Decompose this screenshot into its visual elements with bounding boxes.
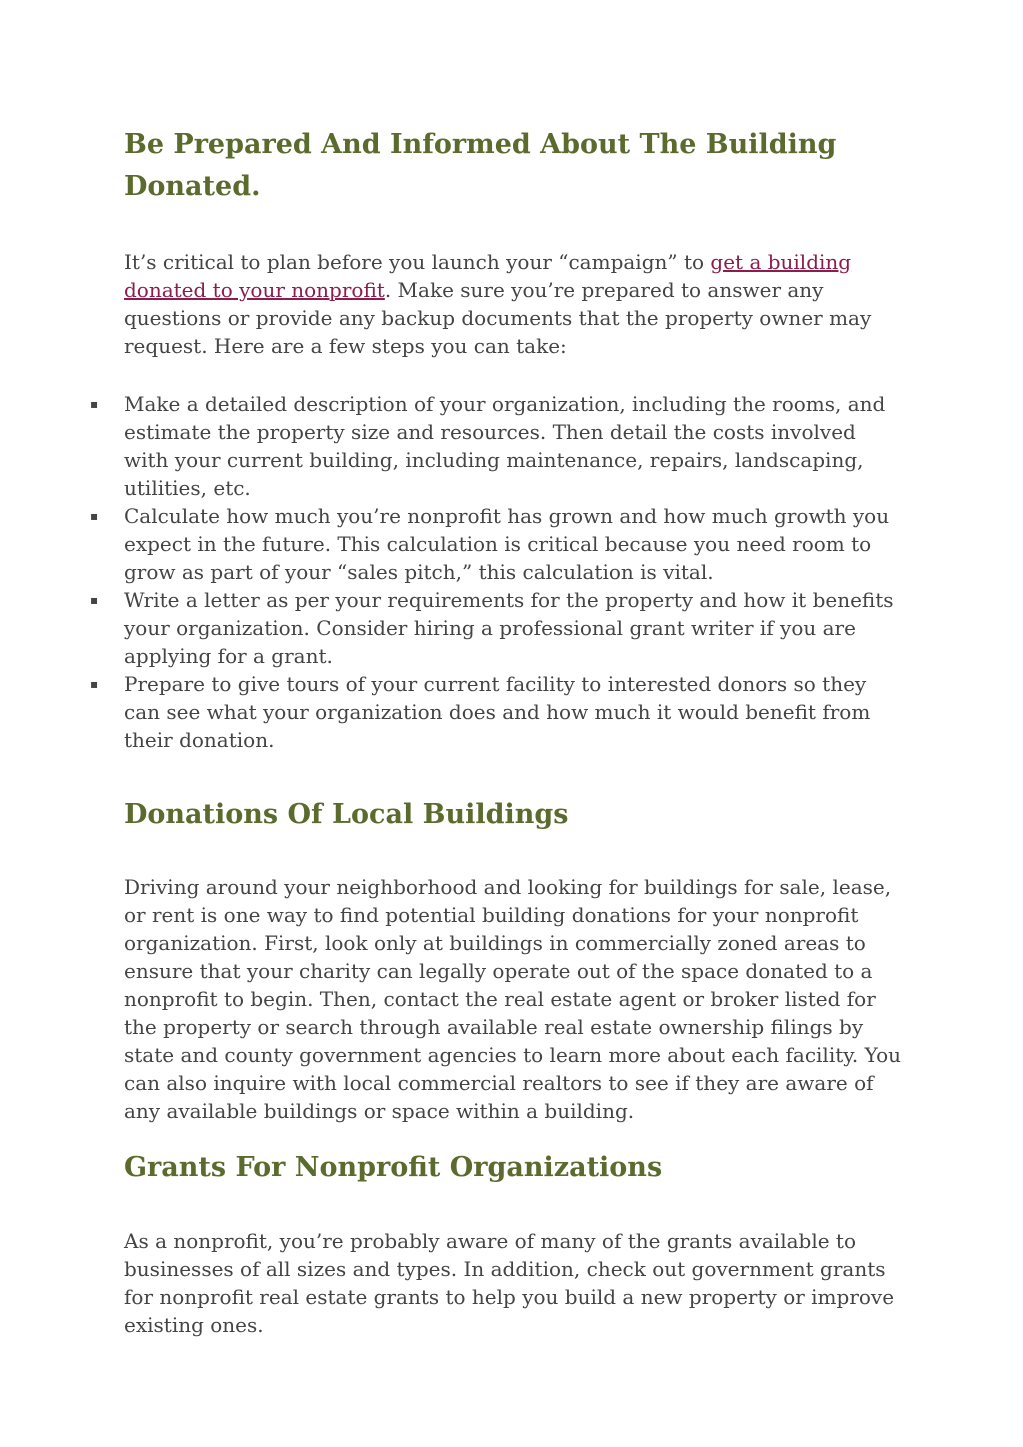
list-item-text: Make a detailed description of your organization, including the rooms, and estimate the property size and resources. Then detail the costs involved with your current building, including maintenance, repairs, landscaping, utilities, etc. (124, 392, 886, 500)
bullet-square-icon: ▪ (90, 677, 99, 691)
local-buildings-paragraph: Driving around your neighborhood and looking for buildings for sale, lease, or rent is one way to find potential building donations for your nonprofit organization. First, look only at buildings in commercially zoned areas to ensure that your charity can legally operate out of the space donated to a nonprofit to begin. Then, contact the real estate agent or broker listed for the property or search through available real estate ownership filings by state and county government agencies to learn more about each facility. You can also inquire with local commercial realtors to see if they are aware of any available buildings or space within a building. (124, 875, 902, 1123)
bullet-square-icon: ▪ (90, 509, 99, 523)
list-item (90, 670, 904, 754)
section-heading-local-buildings: Donations Of Local Buildings (124, 799, 569, 830)
intro-paragraph (124, 248, 904, 360)
list-item (90, 586, 904, 670)
list-item-text: Calculate how much you’re nonprofit has grown and how much growth you expect in the future. This calculation is critical because you need room to grow as part of your “sales pitch,” this calculation is vital. (124, 504, 890, 584)
grants-paragraph: As a nonprofit, you’re probably aware of many of the grants available to businesses of all sizes and types. In addition, check out government grants for nonprofit real estate grants to help you build a new property or improve existing ones. (124, 1229, 895, 1337)
list-item-text: Prepare to give tours of your current facility to interested donors so they can see what your organization does and how much it would benefit from their donation. (124, 672, 871, 752)
steps-list (90, 390, 904, 754)
section-heading-be-prepared: Be Prepared And Informed About The Building Donated. (124, 129, 837, 202)
document-page (90, 124, 904, 1339)
list-item-text: Write a letter as per your requirements for the property and how it benefits your organization. Consider hiring a professional grant writer if you are applying for a grant. (124, 588, 894, 668)
bullet-square-icon: ▪ (90, 593, 99, 607)
intro-text-after: . Make sure you’re prepared to answer any questions or provide any backup documents that the property owner may request. Here are a few steps you can take: (124, 278, 872, 358)
intro-text-before: It’s critical to plan before you launch your “campaign” to (124, 250, 711, 274)
list-item (90, 390, 904, 502)
building-donation-link[interactable]: get a building donated to your nonprofit (124, 250, 852, 302)
bullet-square-icon: ▪ (90, 397, 99, 411)
list-item (90, 502, 904, 586)
section-heading-grants: Grants For Nonprofit Organizations (124, 1152, 663, 1183)
